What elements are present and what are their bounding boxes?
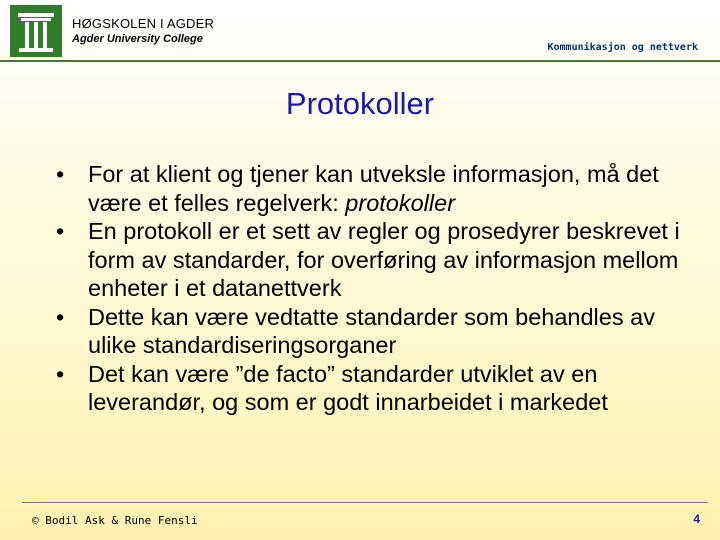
bullet-marker: • (56, 303, 65, 330)
bullet-marker: • (56, 161, 65, 187)
bullet-text: En protokoll er et sett av regler og prosedyrer beskrevet i form av standarder, for overføring av informasjon mellom enheter i et datanettverk (88, 218, 680, 301)
bullet-text: For at klient og tjener kan utveksle informasjon, må det være et felles regelverk: (88, 161, 659, 216)
course-title: Kommunikasjon og nettverk (547, 42, 698, 53)
college-name: Agder University College (72, 33, 203, 45)
bullet-item (56, 217, 706, 303)
slide-title: Protokoller (285, 86, 435, 121)
bullet-item (56, 303, 706, 360)
slide-header (0, 0, 720, 62)
bullet-marker: • (56, 360, 65, 387)
bullet-emphasis: protokoller (345, 189, 456, 216)
school-name: HØGSKOLEN I AGDER (72, 16, 215, 31)
column-logo-icon (10, 5, 62, 57)
copyright-text: © Bodil Ask & Rune Fensli (32, 514, 198, 527)
bullet-marker: • (56, 218, 65, 244)
bullet-text: Det kan være ”de facto” standarder utviklet av en leverandør, og som er godt innarbeidet i markedet (88, 360, 608, 415)
bullet-list (56, 160, 706, 417)
bullet-text: Dette kan være vedtatte standarder som behandles av ulike standardiseringsorganer (88, 303, 655, 358)
footer-divider (22, 502, 708, 503)
bullet-item (56, 360, 706, 417)
bullet-item (56, 160, 706, 217)
page-number: 4 (693, 512, 700, 526)
header-divider (0, 60, 720, 62)
